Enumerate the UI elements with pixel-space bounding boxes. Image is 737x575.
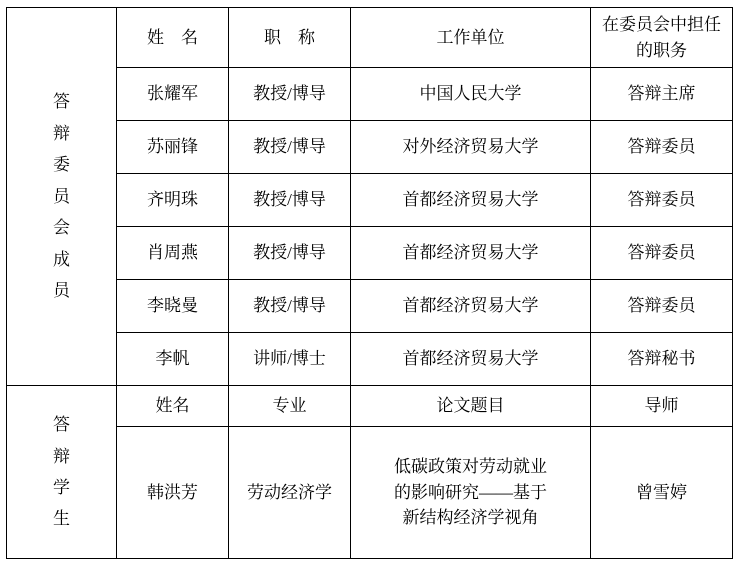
student-label-char-3: 学 bbox=[53, 478, 70, 497]
committee-label-char-4: 员 bbox=[53, 186, 70, 206]
member-name: 苏丽锋 bbox=[117, 121, 229, 174]
member-workplace: 首都经济贸易大学 bbox=[351, 280, 591, 333]
student-label-char-2: 辩 bbox=[53, 446, 70, 466]
committee-label-char-5: 会 bbox=[53, 218, 70, 238]
student-name: 韩洪芳 bbox=[117, 427, 229, 559]
student-thesis bbox=[351, 427, 591, 559]
student-advisor: 曾雪婷 bbox=[591, 427, 733, 559]
header-role: 在委员会中担任的职务 bbox=[591, 8, 733, 68]
student-section-label bbox=[7, 386, 117, 559]
member-workplace: 首都经济贸易大学 bbox=[351, 174, 591, 227]
header-student-major: 专业 bbox=[229, 386, 351, 427]
member-role: 答辩委员 bbox=[591, 121, 733, 174]
member-name: 李晓曼 bbox=[117, 280, 229, 333]
committee-label-char-3: 委 bbox=[53, 155, 70, 175]
member-workplace: 中国人民大学 bbox=[351, 68, 591, 121]
header-name: 姓 名 bbox=[117, 8, 229, 68]
member-role: 答辩委员 bbox=[591, 174, 733, 227]
member-name: 张耀军 bbox=[117, 68, 229, 121]
student-thesis-line-2: 的影响研究——基于 bbox=[394, 482, 547, 502]
member-title: 教授/博导 bbox=[229, 280, 351, 333]
header-title: 职 称 bbox=[229, 8, 351, 68]
committee-label-char-7: 员 bbox=[53, 281, 70, 301]
header-student-thesis: 论文题目 bbox=[351, 386, 591, 427]
committee-label-char-2: 辩 bbox=[53, 123, 70, 143]
table-row bbox=[7, 8, 733, 68]
student-label-char-4: 生 bbox=[53, 509, 70, 529]
committee-label-char-6: 成 bbox=[53, 249, 70, 269]
member-name: 肖周燕 bbox=[117, 227, 229, 280]
member-title: 教授/博导 bbox=[229, 121, 351, 174]
member-role: 答辩委员 bbox=[591, 280, 733, 333]
header-student-advisor: 导师 bbox=[591, 386, 733, 427]
member-title: 教授/博导 bbox=[229, 227, 351, 280]
student-label-char-1: 答 bbox=[53, 415, 70, 435]
committee-section-label bbox=[7, 8, 117, 386]
student-thesis-line-1: 低碳政策对劳动就业 bbox=[394, 457, 547, 477]
member-workplace: 首都经济贸易大学 bbox=[351, 227, 591, 280]
member-title: 教授/博导 bbox=[229, 174, 351, 227]
table-row bbox=[7, 386, 733, 427]
student-thesis-line-3: 新结构经济学视角 bbox=[402, 508, 539, 528]
member-name: 齐明珠 bbox=[117, 174, 229, 227]
member-role: 答辩秘书 bbox=[591, 333, 733, 386]
member-role: 答辩委员 bbox=[591, 227, 733, 280]
member-workplace: 对外经济贸易大学 bbox=[351, 121, 591, 174]
header-student-name: 姓名 bbox=[117, 386, 229, 427]
committee-label-char-1: 答 bbox=[53, 92, 70, 112]
member-title: 讲师/博士 bbox=[229, 333, 351, 386]
member-workplace: 首都经济贸易大学 bbox=[351, 333, 591, 386]
member-role: 答辩主席 bbox=[591, 68, 733, 121]
student-major: 劳动经济学 bbox=[229, 427, 351, 559]
member-title: 教授/博导 bbox=[229, 68, 351, 121]
header-workplace: 工作单位 bbox=[351, 8, 591, 68]
member-name: 李帆 bbox=[117, 333, 229, 386]
defense-committee-table bbox=[6, 7, 733, 559]
